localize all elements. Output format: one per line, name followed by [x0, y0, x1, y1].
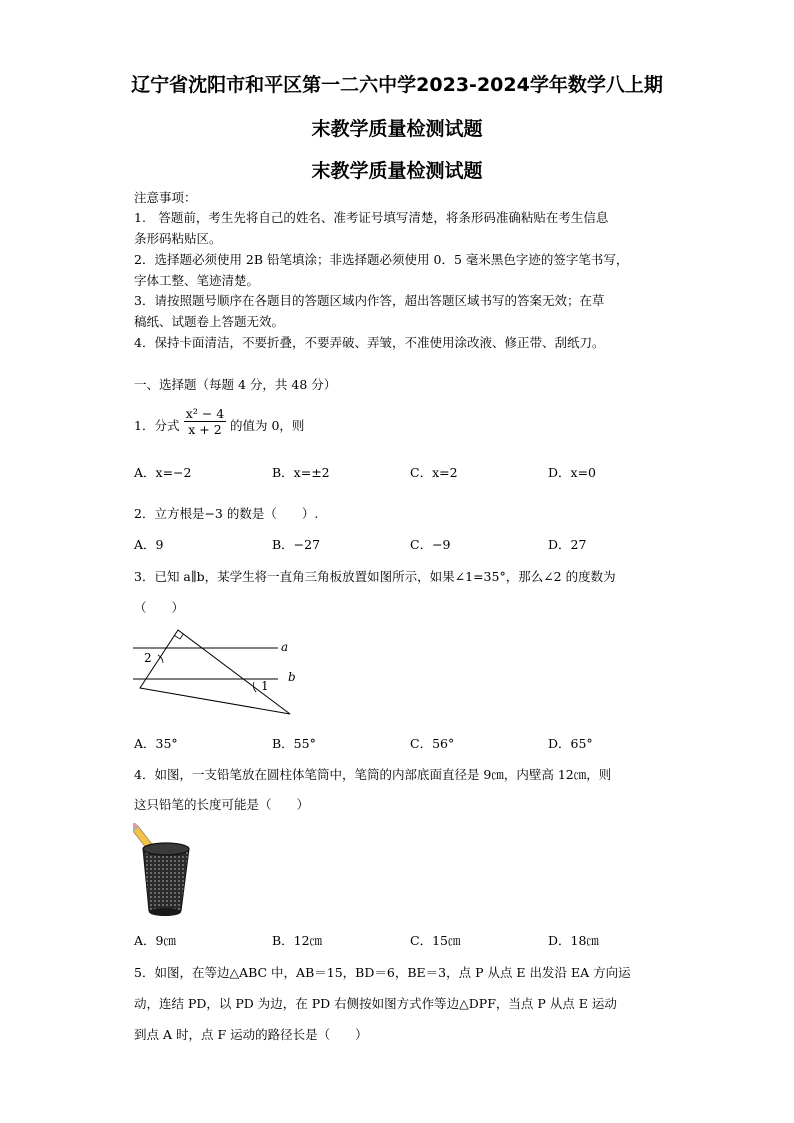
q1-option-b[interactable]: B．x=±2 — [272, 465, 330, 480]
question-5-line1: 5．如图，在等边△ABC 中，AB＝15，BD＝6，BE＝3，点 P 从点 E 出发沿 EA 方向运 — [134, 965, 631, 980]
q3-option-b[interactable]: B．55° — [272, 736, 316, 751]
question-5-line2: 动，连结 PD，以 PD 为边，在 PD 右侧按如图方式作等边△DPF，当点 P 从点 E 运动 — [134, 996, 617, 1011]
notes-line: 字体工整、笔迹清楚。 — [134, 273, 260, 288]
q3-option-c[interactable]: C．56° — [410, 736, 455, 751]
q2-option-c[interactable]: C．−9 — [410, 537, 451, 552]
q1-option-c[interactable]: C．x=2 — [410, 465, 458, 480]
question-4-line2: 这只铅笔的长度可能是（ ） — [134, 797, 310, 812]
parallel-lines-triangle-figure — [130, 625, 305, 720]
label-b: b — [288, 670, 296, 684]
notes-line: 3．请按照题号顺序在各题目的答题区域内作答，超出答题区域书写的答案无效；在草 — [134, 293, 605, 308]
label-a: a — [281, 640, 289, 654]
fraction-denominator: x + 2 — [184, 421, 226, 437]
question-5-line3: 到点 A 时，点 F 运动的路径长是（ ） — [134, 1027, 368, 1042]
q1-option-a[interactable]: A．x=−2 — [134, 465, 192, 480]
exam-title-line2: 末教学质量检测试题 — [311, 118, 483, 140]
fraction — [184, 406, 226, 437]
q2-option-d[interactable]: D．27 — [548, 537, 587, 552]
holder-body — [143, 849, 189, 915]
notes-line: 条形码粘贴区。 — [134, 231, 222, 246]
label-angle-1: 1 — [261, 679, 269, 693]
q2-option-a[interactable]: A．9 — [134, 537, 164, 552]
notes-line: 2．选择题必须使用 2B 铅笔填涂；非选择题必须使用 0．5 毫米黑色字迹的签字笔书写， — [134, 252, 629, 267]
question-3-text: 3．已知 a∥b，某学生将一直角三角板放置如图所示，如果∠1=35°，那么∠2 的度数为 — [134, 569, 616, 584]
holder-base — [149, 908, 181, 916]
fraction-numerator: x² − 4 — [185, 406, 225, 421]
exam-title-line3: 末教学质量检测试题 — [311, 160, 483, 182]
q4-option-b[interactable]: B．12㎝ — [272, 933, 323, 948]
q4-option-c[interactable]: C．15㎝ — [410, 933, 461, 948]
q4-option-a[interactable]: A．9㎝ — [134, 933, 176, 948]
notes-line: 4．保持卡面清洁，不要折叠，不要弄破、弄皱，不准使用涂改液、修正带、刮纸刀。 — [134, 335, 605, 350]
exam-title-line1: 辽宁省沈阳市和平区第一二六中学2023-2024学年数学八上期 — [131, 74, 663, 96]
section-heading: 一、选择题（每题 4 分，共 48 分） — [134, 377, 337, 392]
q1-option-d[interactable]: D．x=0 — [548, 465, 596, 480]
right-angle-mark — [175, 634, 184, 639]
question-1-suffix: 的值为 0，则 — [230, 418, 305, 433]
pencil-holder-image — [133, 823, 197, 921]
set-square-triangle — [140, 630, 290, 714]
holder-rim — [143, 843, 189, 855]
question-3-paren: （ ） — [134, 600, 185, 615]
label-angle-2: 2 — [144, 651, 152, 665]
q4-option-d[interactable]: D．18㎝ — [548, 933, 599, 948]
q2-option-b[interactable]: B．−27 — [272, 537, 321, 552]
notes-line: 1. 答题前，考生先将自己的姓名、准考证号填写清楚，将条形码准确粘贴在考生信息 — [134, 210, 609, 225]
notes-line: 稿纸、试题卷上答题无效。 — [134, 314, 285, 329]
q3-option-a[interactable]: A．35° — [134, 736, 178, 751]
question-4-line1: 4．如图，一支铅笔放在圆柱体笔筒中，笔筒的内部底面直径是 9㎝，内壁高 12㎝，则 — [134, 767, 612, 782]
question-2-text: 2．立方根是−3 的数是（ ）. — [134, 506, 319, 521]
q3-option-d[interactable]: D．65° — [548, 736, 593, 751]
question-1-prefix: 1．分式 — [134, 418, 180, 433]
notes-heading: 注意事项： — [134, 190, 197, 205]
